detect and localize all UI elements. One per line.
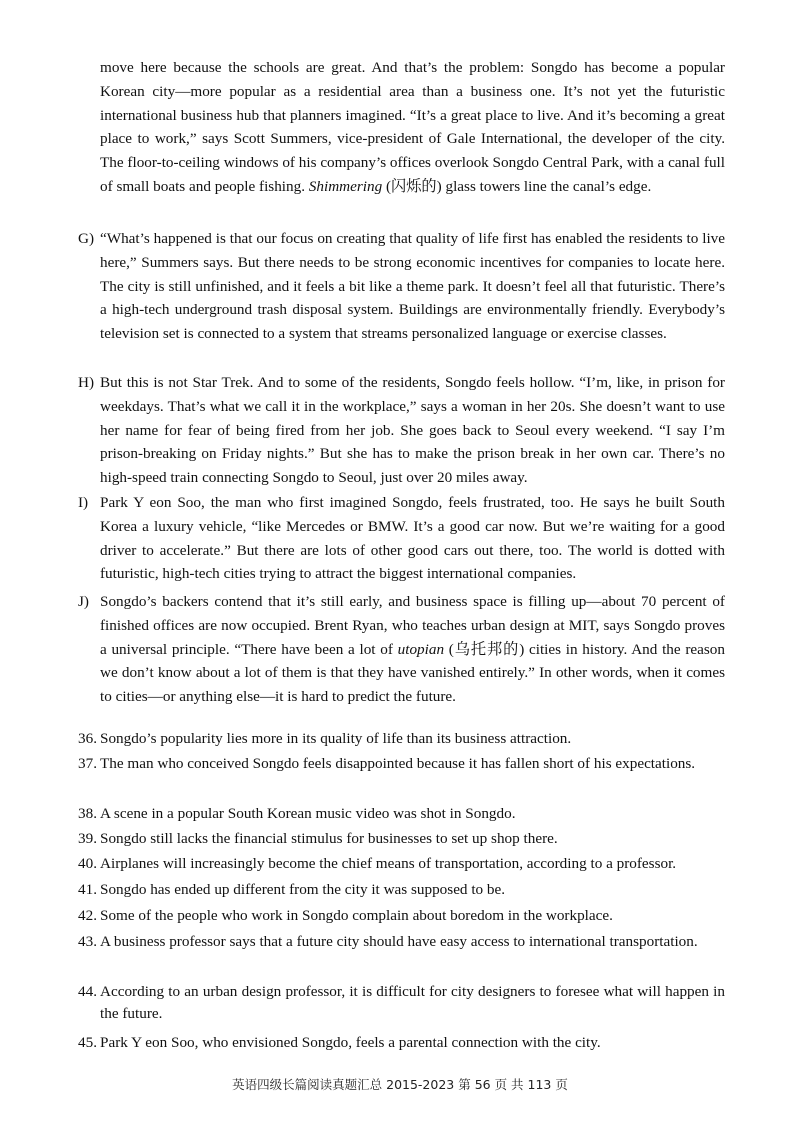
paragraph-text: (乌托邦的) cities in history. And the reason we don’t know about a lot of them is that they have vanished entirely.” In other words, when it comes to cities—or anything else—it is hard to predict the future.	[100, 640, 725, 706]
question-number: 38.	[78, 805, 97, 822]
italic-term: Shimmering	[308, 177, 383, 195]
question-text: Songdo’s popularity lies more in its quality of life than its business attraction.	[100, 730, 572, 747]
question-text: A scene in a popular South Korean music video was shot in Songdo.	[100, 805, 516, 822]
paragraph-h	[78, 371, 725, 490]
question-number: 42.	[78, 907, 97, 924]
question-text: A business professor says that a future city should have easy access to international transportation.	[100, 933, 698, 950]
paragraph-label: J)	[78, 593, 89, 610]
paragraph-label: H)	[78, 374, 95, 391]
question-item	[78, 728, 725, 750]
question-item	[78, 981, 725, 1024]
question-text: The man who conceived Songdo feels disappointed because it has fallen short of his expectations.	[100, 755, 696, 772]
paragraph-g	[78, 227, 725, 346]
question-item	[78, 803, 725, 825]
question-text: Some of the people who work in Songdo complain about boredom in the workplace.	[100, 907, 613, 924]
paragraph-label: G)	[78, 230, 95, 247]
question-item	[78, 879, 725, 901]
question-number: 40.	[78, 855, 97, 872]
paragraph-text: But this is not Star Trek. And to some of the residents, Songdo feels hollow. “I’m, like, in prison for weekdays. That’s what we call it in the workplace,” says a woman in her 20s. She doesn’t want to use her name for fear of being fired from her job. She goes back to Seoul every weekend. “I say I’m prison-breaking on Friday nights.” But she has to make the prison break in her own car. There’s no high-speed train connecting Songdo to Seoul, just over 20 miles away.	[100, 374, 725, 487]
question-text: Songdo has ended up different from the city it was supposed to be.	[100, 881, 506, 898]
question-text: Park Y eon Soo, who envisioned Songdo, feels a parental connection with the city.	[100, 1034, 601, 1051]
question-item	[78, 753, 725, 775]
paragraph-text: move here because the schools are great. And that’s the problem: Songdo has become a popular Korean city—more popular as a residential area than a business one. It’s not yet the futuristic international business hub that planners imagined. “It’s a great place to live. And it’s becoming a great place to work,” says Scott Summers, vice-president of Gale International, the developer of the city. The floor-to-ceiling windows of his company’s offices overlook Songdo Central Park, with a canal full of small boats and people fishing.	[100, 59, 725, 195]
question-item	[78, 1032, 725, 1054]
question-item	[78, 931, 725, 953]
question-number: 44.	[78, 983, 97, 1000]
paragraph-f-continued	[100, 56, 725, 199]
paragraph-label: I)	[78, 494, 89, 511]
question-number: 41.	[78, 881, 97, 898]
question-number: 36.	[78, 730, 97, 747]
paragraph-text: “What’s happened is that our focus on creating that quality of life first has enabled the residents to live here,” Summers says. But there needs to be strong economic incentives for companies to locate here. The city is still unfinished, and it feels a bit like a theme park. It doesn’t feel all that futuristic. There’s a high-tech underground trash disposal system. Buildings are environmentally friendly. Everybody’s television set is connected to a system that streams personalized language or exercise classes.	[100, 230, 725, 343]
question-number: 39.	[78, 830, 97, 847]
question-text: According to an urban design professor, it is difficult for city designers to foresee what will happen in the future.	[100, 983, 725, 1022]
page-footer: 英语四级长篇阅读真题汇总 2015-2023 第 56 页 共 113 页	[232, 1077, 568, 1092]
question-text: Airplanes will increasingly become the chief means of transportation, according to a professor.	[100, 855, 677, 872]
paragraph-j	[78, 590, 725, 709]
paragraph-text: Songdo’s backers contend that it’s still early, and business space is filling up—about 70 percent of finished offices are now occupied. Brent Ryan, who teaches urban design at MIT, says Songdo proves a universal principle. “There have been a lot of	[100, 593, 725, 658]
paragraph-text: Park Y eon Soo, the man who first imagined Songdo, feels frustrated, too. He says he built South Korea a luxury vehicle, “like Mercedes or BMW. It’s a good car now. But we’re waiting for a good driver to accelerate.” But there are lots of other good cars out there, too. The world is dotted with futuristic, high-tech cities trying to attract the biggest international companies.	[100, 494, 725, 583]
question-number: 43.	[78, 933, 97, 950]
question-item	[78, 905, 725, 927]
paragraph-text: (闪烁的) glass towers line the canal’s edge.	[382, 177, 652, 195]
question-number: 37.	[78, 755, 97, 772]
paragraph-i	[78, 491, 725, 586]
question-item	[78, 828, 725, 850]
italic-term: utopian	[397, 640, 445, 658]
question-text: Songdo still lacks the financial stimulus for businesses to set up shop there.	[100, 830, 558, 847]
question-item	[78, 853, 725, 875]
question-number: 45.	[78, 1034, 97, 1051]
